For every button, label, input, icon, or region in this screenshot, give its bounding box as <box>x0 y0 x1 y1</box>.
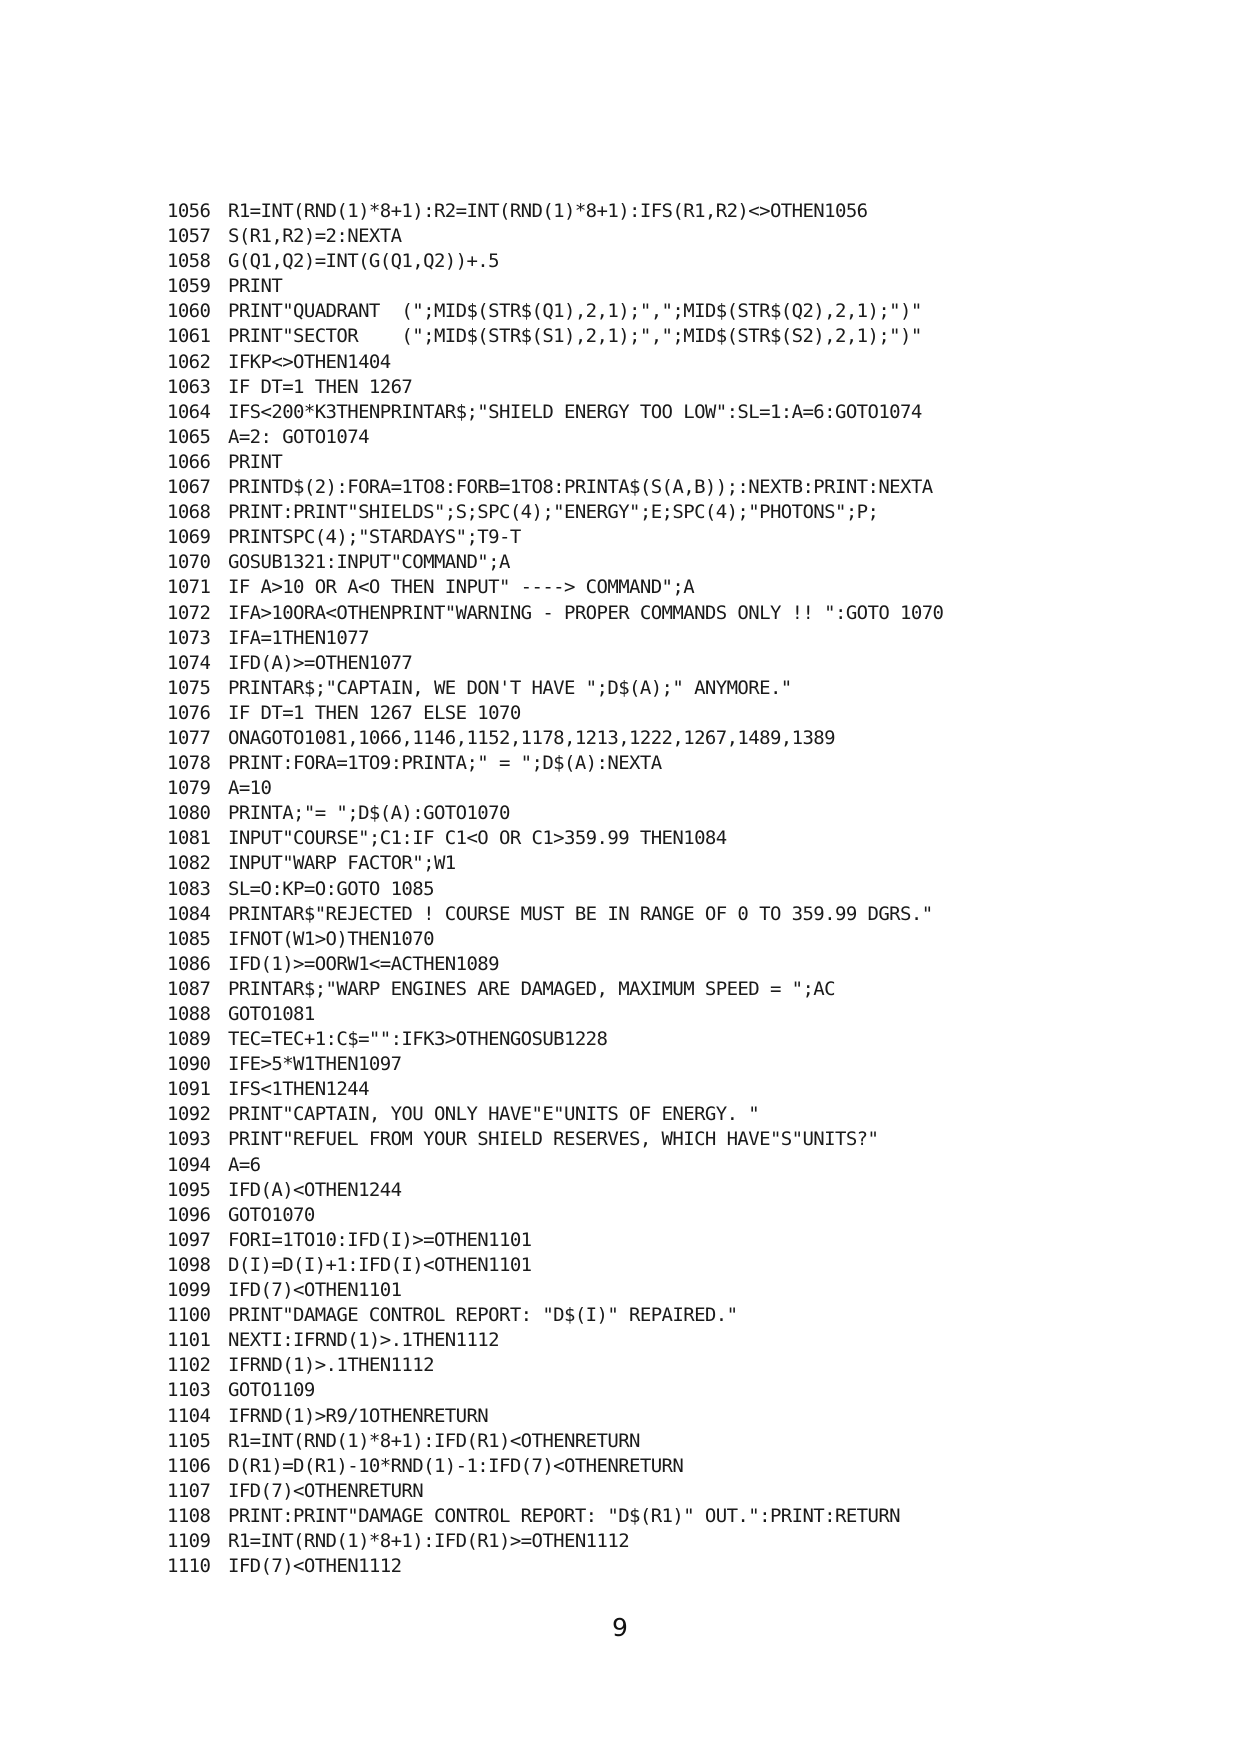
code-line <box>167 1253 943 1278</box>
line-code: PRINT:FORA=1TO9:PRINTA;" = ";D$(A):NEXTA <box>228 752 662 775</box>
code-line <box>167 1554 943 1579</box>
line-code: INPUT"COURSE";C1:IF C1<O OR C1>359.99 THEN1084 <box>228 827 727 850</box>
line-code: A=2: GOTO1074 <box>228 425 369 448</box>
code-line <box>167 626 943 651</box>
code-line <box>167 475 943 500</box>
code-line <box>167 1303 943 1328</box>
code-line <box>167 249 943 274</box>
line-code: PRINT <box>228 275 283 298</box>
code-line <box>167 324 943 349</box>
line-number: 1083 <box>167 877 211 900</box>
line-code: FORI=1TO10:IFD(I)>=OTHEN1101 <box>228 1228 532 1251</box>
code-line <box>167 525 943 550</box>
line-code: PRINT"DAMAGE CONTROL REPORT: "D$(I)" REPAIRED." <box>228 1304 738 1327</box>
line-code: R1=INT(RND(1)*8+1):IFD(R1)<OTHENRETURN <box>228 1429 640 1452</box>
code-line <box>167 776 943 801</box>
code-line <box>167 1278 943 1303</box>
line-code: IFNOT(W1>O)THEN1070 <box>228 927 434 950</box>
code-line <box>167 575 943 600</box>
line-number: 1061 <box>167 325 211 348</box>
line-number: 1057 <box>167 225 211 248</box>
code-line <box>167 676 943 701</box>
line-number: 1084 <box>167 902 211 925</box>
line-code: PRINT <box>228 450 283 473</box>
line-number: 1077 <box>167 726 211 749</box>
line-number: 1085 <box>167 927 211 950</box>
line-code: PRINTA;"= ";D$(A):GOTO1070 <box>228 802 510 825</box>
code-line <box>167 1529 943 1554</box>
line-number: 1060 <box>167 300 211 323</box>
code-line <box>167 299 943 324</box>
code-line <box>167 1378 943 1403</box>
code-line <box>167 651 943 676</box>
code-line <box>167 927 943 952</box>
line-code: G(Q1,Q2)=INT(G(Q1,Q2))+.5 <box>228 250 499 273</box>
line-number: 1067 <box>167 476 211 499</box>
line-code: TEC=TEC+1:C$="":IFK3>OTHENGOSUB1228 <box>228 1028 608 1051</box>
line-code: IFS<200*K3THENPRINTAR$;"SHIELD ENERGY TOO LOW":SL=1:A=6:GOTO1074 <box>228 400 922 423</box>
line-code: IF DT=1 THEN 1267 <box>228 375 413 398</box>
code-line <box>167 550 943 575</box>
line-number: 1079 <box>167 777 211 800</box>
line-code: PRINT"QUADRANT (";MID$(STR$(Q1),2,1);",";MID$(STR$(Q2),2,1);")" <box>228 300 922 323</box>
line-code: D(R1)=D(R1)-10*RND(1)-1:IFD(7)<OTHENRETURN <box>228 1454 684 1477</box>
line-number: 1109 <box>167 1529 211 1552</box>
line-number: 1095 <box>167 1178 211 1201</box>
line-number: 1081 <box>167 827 211 850</box>
line-number: 1088 <box>167 1003 211 1025</box>
line-code: PRINT"SECTOR (";MID$(STR$(S1),2,1);",";MID$(STR$(S2),2,1);")" <box>228 325 922 348</box>
line-number: 1098 <box>167 1253 211 1276</box>
code-line <box>167 350 943 375</box>
line-number: 1101 <box>167 1329 211 1352</box>
line-number: 1072 <box>167 601 211 624</box>
line-number: 1069 <box>167 526 211 549</box>
line-number: 1104 <box>167 1404 211 1427</box>
code-line <box>167 1052 943 1077</box>
code-line <box>167 902 943 927</box>
line-number: 1090 <box>167 1053 211 1076</box>
code-line <box>167 224 943 249</box>
code-line <box>167 701 943 726</box>
line-code: IFD(A)>=OTHEN1077 <box>228 651 413 674</box>
line-number: 1086 <box>167 952 211 975</box>
line-code: IF DT=1 THEN 1267 ELSE 1070 <box>228 701 521 724</box>
code-line <box>167 751 943 776</box>
line-code: PRINTAR$"REJECTED ! COURSE MUST BE IN RANGE OF 0 TO 359.99 DGRS." <box>228 902 933 925</box>
line-number: 1092 <box>167 1103 211 1126</box>
line-code: R1=INT(RND(1)*8+1):IFD(R1)>=OTHEN1112 <box>228 1529 630 1552</box>
line-number: 1076 <box>167 701 211 724</box>
line-number: 1107 <box>167 1479 211 1502</box>
line-number: 1059 <box>167 275 211 298</box>
code-line <box>167 1203 943 1228</box>
line-code: IFE>5*W1THEN1097 <box>228 1053 402 1076</box>
line-code: PRINT:PRINT"DAMAGE CONTROL REPORT: "D$(R1)" OUT.":PRINT:RETURN <box>228 1504 901 1527</box>
code-line <box>167 952 943 977</box>
line-number: 1078 <box>167 752 211 775</box>
line-number: 1065 <box>167 425 211 448</box>
code-line <box>167 450 943 475</box>
line-number: 1099 <box>167 1279 211 1302</box>
line-code: ONAGOTO1081,1066,1146,1152,1178,1213,1222,1267,1489,1389 <box>228 726 835 749</box>
line-code: IFD(7)<OTHEN1101 <box>228 1279 402 1302</box>
line-code: IFKP<>OTHEN1404 <box>228 350 391 373</box>
code-line <box>167 1153 943 1178</box>
line-code: A=10 <box>228 777 272 800</box>
line-number: 1102 <box>167 1354 211 1377</box>
line-number: 1091 <box>167 1078 211 1101</box>
line-number: 1110 <box>167 1555 211 1578</box>
line-code: IFRND(1)>R9/1OTHENRETURN <box>228 1404 489 1427</box>
line-code: PRINT:PRINT"SHIELDS";S;SPC(4);"ENERGY";E;SPC(4);"PHOTONS";P; <box>228 501 879 524</box>
line-code: GOTO1109 <box>228 1379 315 1402</box>
line-code: IFD(1)>=OORW1<=ACTHEN1089 <box>228 952 499 975</box>
line-number: 1058 <box>167 250 211 273</box>
line-code: PRINT"REFUEL FROM YOUR SHIELD RESERVES, WHICH HAVE"S"UNITS?" <box>228 1128 879 1151</box>
line-code: NEXTI:IFRND(1)>.1THEN1112 <box>228 1329 499 1352</box>
code-line <box>167 274 943 299</box>
code-line <box>167 500 943 525</box>
code-line <box>167 1404 943 1429</box>
line-number: 1106 <box>167 1454 211 1477</box>
line-code: IFD(A)<OTHEN1244 <box>228 1178 402 1201</box>
line-number: 1087 <box>167 977 211 1000</box>
line-number: 1094 <box>167 1153 211 1176</box>
line-code: R1=INT(RND(1)*8+1):R2=INT(RND(1)*8+1):IFS(R1,R2)<>OTHEN1056 <box>228 200 868 222</box>
code-line <box>167 1077 943 1102</box>
code-line <box>167 726 943 751</box>
code-line <box>167 826 943 851</box>
code-listing <box>167 199 943 1579</box>
code-line <box>167 1504 943 1529</box>
line-code: PRINTSPC(4);"STARDAYS";T9-T <box>228 526 521 549</box>
code-line <box>167 1429 943 1454</box>
code-line <box>167 1002 943 1027</box>
line-code: PRINTAR$;"WARP ENGINES ARE DAMAGED, MAXIMUM SPEED = ";AC <box>228 977 835 1000</box>
line-number: 1074 <box>167 651 211 674</box>
line-code: GOTO1070 <box>228 1203 315 1226</box>
code-line <box>167 1479 943 1504</box>
line-number: 1093 <box>167 1128 211 1151</box>
line-code: S(R1,R2)=2:NEXTA <box>228 225 402 248</box>
code-line <box>167 375 943 400</box>
line-number: 1075 <box>167 676 211 699</box>
line-code: GOTO1081 <box>228 1003 315 1025</box>
line-number: 1082 <box>167 852 211 875</box>
line-code: IFD(7)<OTHEN1112 <box>228 1555 402 1578</box>
line-code: IF A>10 OR A<O THEN INPUT" ----> COMMAND";A <box>228 576 695 599</box>
code-line <box>167 1027 943 1052</box>
code-line <box>167 1454 943 1479</box>
code-line <box>167 851 943 876</box>
line-number: 1056 <box>167 200 211 222</box>
code-line <box>167 400 943 425</box>
code-line <box>167 1353 943 1378</box>
code-line <box>167 1102 943 1127</box>
line-number: 1096 <box>167 1203 211 1226</box>
line-number: 1097 <box>167 1228 211 1251</box>
line-number: 1089 <box>167 1028 211 1051</box>
line-number: 1064 <box>167 400 211 423</box>
page-number: 9 <box>612 1613 628 1642</box>
code-line <box>167 877 943 902</box>
line-code: IFS<1THEN1244 <box>228 1078 369 1101</box>
line-code: IFD(7)<OTHENRETURN <box>228 1479 424 1502</box>
line-number: 1063 <box>167 375 211 398</box>
code-line <box>167 601 943 626</box>
line-number: 1103 <box>167 1379 211 1402</box>
code-line <box>167 977 943 1002</box>
line-number: 1068 <box>167 501 211 524</box>
code-line <box>167 425 943 450</box>
code-line <box>167 1328 943 1353</box>
code-line <box>167 801 943 826</box>
line-code: INPUT"WARP FACTOR";W1 <box>228 852 456 875</box>
line-code: IFA=1THEN1077 <box>228 626 369 649</box>
code-line <box>167 1178 943 1203</box>
line-code: IFRND(1)>.1THEN1112 <box>228 1354 434 1377</box>
line-code: A=6 <box>228 1153 261 1176</box>
line-number: 1073 <box>167 626 211 649</box>
line-number: 1080 <box>167 802 211 825</box>
line-number: 1108 <box>167 1504 211 1527</box>
code-line <box>167 1228 943 1253</box>
line-code: PRINT"CAPTAIN, YOU ONLY HAVE"E"UNITS OF ENERGY. " <box>228 1103 760 1126</box>
code-line <box>167 1127 943 1152</box>
line-code: PRINTAR$;"CAPTAIN, WE DON'T HAVE ";D$(A);" ANYMORE." <box>228 676 792 699</box>
code-line <box>167 199 943 224</box>
line-code: SL=O:KP=O:GOTO 1085 <box>228 877 434 900</box>
line-number: 1070 <box>167 551 211 574</box>
line-code: D(I)=D(I)+1:IFD(I)<OTHEN1101 <box>228 1253 532 1276</box>
line-code: IFA>10ORA<OTHENPRINT"WARNING - PROPER COMMANDS ONLY !! ":GOTO 1070 <box>228 601 944 624</box>
line-code: PRINTD$(2):FORA=1TO8:FORB=1TO8:PRINTA$(S(A,B));:NEXTB:PRINT:NEXTA <box>228 476 933 499</box>
line-number: 1105 <box>167 1429 211 1452</box>
line-number: 1062 <box>167 350 211 373</box>
line-number: 1100 <box>167 1304 211 1327</box>
line-code: GOSUB1321:INPUT"COMMAND";A <box>228 551 510 574</box>
line-number: 1066 <box>167 450 211 473</box>
line-number: 1071 <box>167 576 211 599</box>
